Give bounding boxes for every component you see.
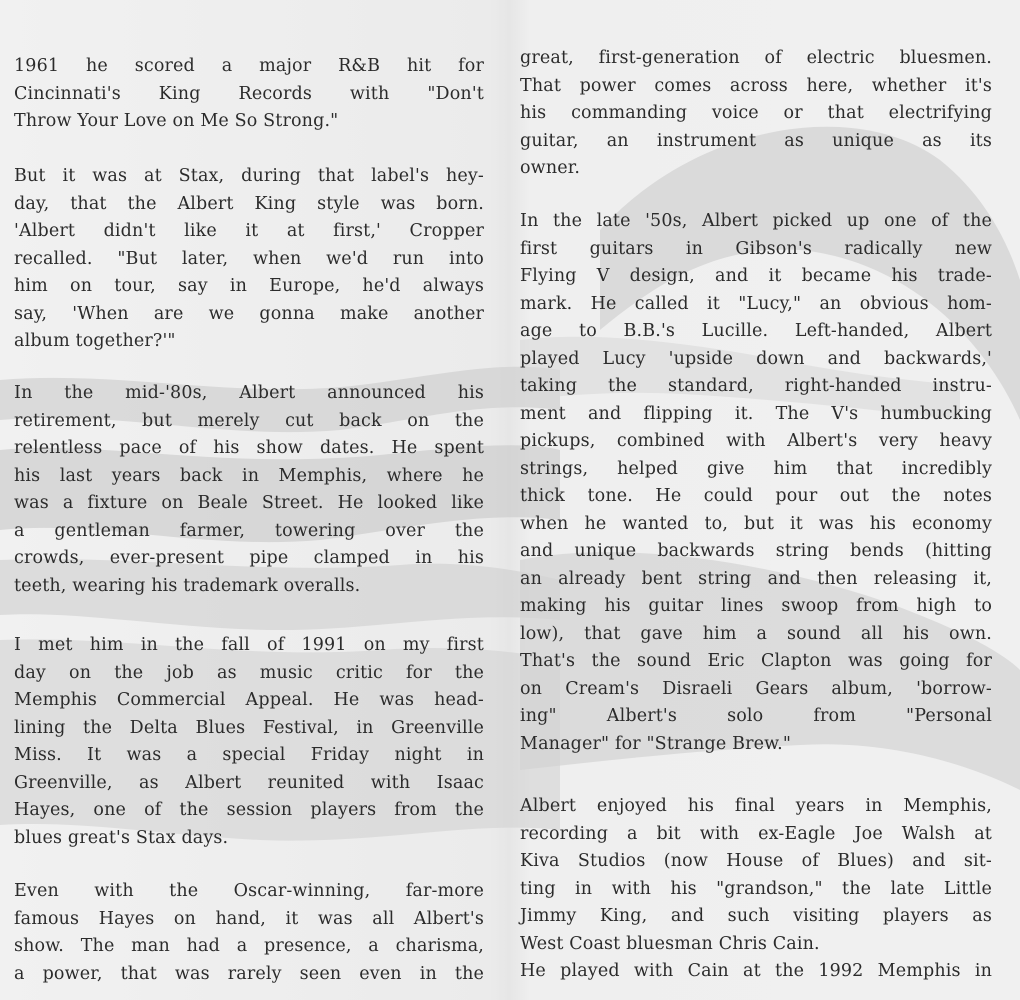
paragraph xyxy=(14,632,484,852)
text-line: mark. He called it "Lucy," an obvious hom- xyxy=(520,293,992,314)
text-line: relentless pace of his show dates. He spent xyxy=(14,438,484,458)
text-line: when he wanted to, but it was his economy xyxy=(520,513,992,534)
text-line: first guitars in Gibson's radically new xyxy=(520,238,992,259)
text-line: say, 'When are we gonna make another xyxy=(14,303,484,324)
text-line: But it was at Stax, during that label's hey- xyxy=(14,166,484,186)
text-line: thick tone. He could pour out the notes xyxy=(520,486,992,506)
text-line: Albert enjoyed his final years in Memphis, xyxy=(520,796,992,816)
text-line: Greenville, as Albert reunited with Isaac xyxy=(14,772,484,793)
text-line: Flying V design, and it became his trade- xyxy=(520,266,992,286)
text-line: his commanding voice or that electrifying xyxy=(520,103,992,123)
paragraph xyxy=(520,208,992,758)
text-line: guitar, an instrument as unique as its xyxy=(520,130,992,151)
text-line: making his guitar lines swoop from high to xyxy=(520,596,992,616)
text-line: Hayes, one of the session players from the xyxy=(14,800,484,820)
text-line: day, that the Albert King style was born. xyxy=(14,193,484,214)
text-line: lining the Delta Blues Festival, in Greenville xyxy=(14,717,484,738)
text-line: ing" Albert's solo from "Personal xyxy=(520,706,992,726)
paragraph xyxy=(14,380,484,600)
text-line: on Cream's Disraeli Gears album, 'borrow- xyxy=(520,678,992,699)
text-line: He played with Cain at the 1992 Memphis in xyxy=(520,961,992,981)
text-line: and unique backwards string bends (hitting xyxy=(520,541,992,561)
text-line: played Lucy 'upside down and backwards,' xyxy=(520,348,992,369)
text-line: show. The man had a presence, a charisma, xyxy=(14,936,484,956)
text-line: album together?'" xyxy=(14,331,176,351)
text-line: crowds, ever-present pipe clamped in his xyxy=(14,548,484,568)
text-line: retirement, but merely cut back on the xyxy=(14,410,484,431)
paragraph xyxy=(14,53,484,136)
text-line: 1961 he scored a major R&B hit for xyxy=(14,56,484,76)
text-line: blues great's Stax days. xyxy=(14,827,229,848)
text-line: famous Hayes on hand, it was all Albert's xyxy=(14,908,484,929)
text-line: recording a bit with ex-Eagle Joe Walsh at xyxy=(520,823,992,844)
text-line: In the mid-'80s, Albert announced his xyxy=(14,383,484,403)
text-line: teeth, wearing his trademark overalls. xyxy=(14,575,361,596)
text-line: Memphis Commercial Appeal. He was head- xyxy=(14,690,484,710)
text-line: day on the job as music critic for the xyxy=(14,662,484,683)
text-line: That power comes across here, whether it's xyxy=(520,75,992,96)
text-line: Jimmy King, and such visiting players as xyxy=(520,906,992,926)
text-line: a gentleman farmer, towering over the xyxy=(14,520,484,541)
text-line: ment and flipping it. The V's humbucking xyxy=(520,403,992,424)
text-line: pickups, combined with Albert's very heavy xyxy=(520,431,992,451)
text-line: owner. xyxy=(520,158,581,178)
text-line: Even with the Oscar-winning, far-more xyxy=(14,881,484,901)
text-line: West Coast bluesman Chris Cain. xyxy=(520,933,820,954)
text-line: was a fixture on Beale Street. He looked like xyxy=(14,493,484,513)
text-line: his last years back in Memphis, where he xyxy=(14,465,484,486)
text-line: Kiva Studios (now House of Blues) and sit- xyxy=(520,851,992,871)
text-line: age to B.B.'s Lucille. Left-handed, Albert xyxy=(520,321,992,341)
text-line: Miss. It was a special Friday night in xyxy=(14,745,484,765)
paragraph xyxy=(520,793,992,958)
text-line: Throw Your Love on Me So Strong." xyxy=(14,111,339,131)
text-line: I met him in the fall of 1991 on my first xyxy=(14,635,484,655)
paragraph xyxy=(14,878,484,988)
text-line: an already bent string and then releasing it, xyxy=(520,568,992,589)
text-line: a power, that was rarely seen even in the xyxy=(14,963,484,984)
text-line: Cincinnati's King Records with "Don't xyxy=(14,83,484,104)
text-line: low), that gave him a sound all his own. xyxy=(520,623,992,644)
text-line: That's the sound Eric Clapton was going for xyxy=(520,651,992,671)
paragraph xyxy=(520,45,992,183)
text-line: recalled. "But later, when we'd run into xyxy=(14,248,484,269)
text-line: In the late '50s, Albert picked up one of the xyxy=(520,211,992,231)
text-line: ting in with his "grandson," the late Little xyxy=(520,878,992,899)
paragraph xyxy=(520,958,992,986)
text-line: taking the standard, right-handed instru- xyxy=(520,376,992,396)
text-line: great, first-generation of electric bluesmen. xyxy=(520,48,992,68)
text-line: Manager" for "Strange Brew." xyxy=(520,733,792,754)
text-line: him on tour, say in Europe, he'd always xyxy=(14,276,484,296)
paragraph xyxy=(14,163,484,356)
text-line: 'Albert didn't like it at first,' Cropper xyxy=(14,221,484,241)
text-line: strings, helped give him that incredibly xyxy=(520,458,992,479)
